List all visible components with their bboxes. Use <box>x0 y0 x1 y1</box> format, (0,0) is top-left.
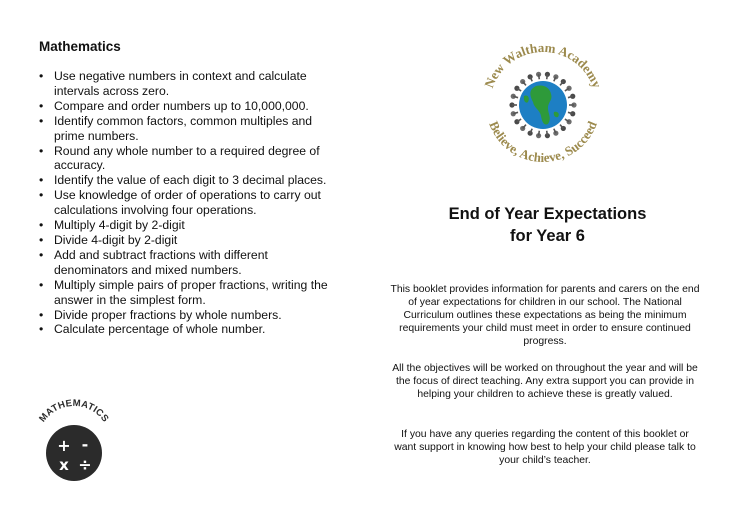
badge-label: MATHEMATICS <box>37 398 111 425</box>
list-item: • Multiply simple pairs of proper fractions, writing the answer in the simplest form. <box>39 278 344 308</box>
section-title: Mathematics <box>39 39 121 54</box>
math-operators-icon <box>34 398 114 488</box>
intro-paragraph-3: If you have any queries regarding the content of this booklet or want support in knowing how best to help your child please talk to your child’s teacher. <box>394 429 696 467</box>
list-item: • Use negative numbers in context and calculate intervals across zero. <box>39 69 344 99</box>
list-item: • Identify the value of each digit to 3 decimal places. <box>39 173 344 188</box>
list-item: • Use knowledge of order of operations to carry out calculations involving four operations. <box>39 188 344 218</box>
badge-circle <box>46 425 102 481</box>
person-body <box>547 74 548 79</box>
logo-top-text: New Waltham Academy <box>481 40 605 90</box>
person-body <box>539 131 540 136</box>
minus-symbol: - <box>81 435 89 454</box>
svg-text:MATHEMATICS <box>37 398 111 424</box>
list-item: • Identify common factors, common multiples and prime numbers. <box>39 114 344 144</box>
list-item: • Calculate percentage of whole number. <box>39 322 344 337</box>
multiply-symbol: x <box>59 456 69 474</box>
title-line-2: for Year 6 <box>510 227 585 245</box>
list-item: • Compare and order numbers up to 10,000,000. <box>39 99 344 114</box>
intro-paragraph-1: This booklet provides information for parents and carers on the end of year expectations for children in our school. The National Curriculum outlines these expectations as being the minimum requirements your child must meet in order to ensure continued progress. <box>390 284 700 348</box>
logo-bottom-text: Believe, Achieve, Succeed <box>486 118 600 166</box>
divide-symbol: ÷ <box>78 455 92 474</box>
list-item: • Divide 4-digit by 2-digit <box>39 233 344 248</box>
intro-paragraph-2: All the objectives will be worked on throughout the year and will be the focus of direct teaching. Any extra support you can provide in helping your children to achieve these is greatly valued. <box>392 363 698 401</box>
person-body <box>547 131 548 136</box>
school-logo <box>478 40 608 170</box>
list-item: • Divide proper fractions by whole numbers. <box>39 308 344 323</box>
plus-symbol: + <box>57 436 71 455</box>
title-line-1: End of Year Expectations <box>448 205 647 223</box>
list-item: • Round any whole number to a required degree of accuracy. <box>39 144 344 174</box>
person-body <box>539 74 540 79</box>
page-title <box>365 203 730 247</box>
list-item: • Multiply 4-digit by 2-digit <box>39 218 344 233</box>
objectives-list <box>39 69 344 337</box>
list-item: • Add and subtract fractions with different denominators and mixed numbers. <box>39 248 344 278</box>
